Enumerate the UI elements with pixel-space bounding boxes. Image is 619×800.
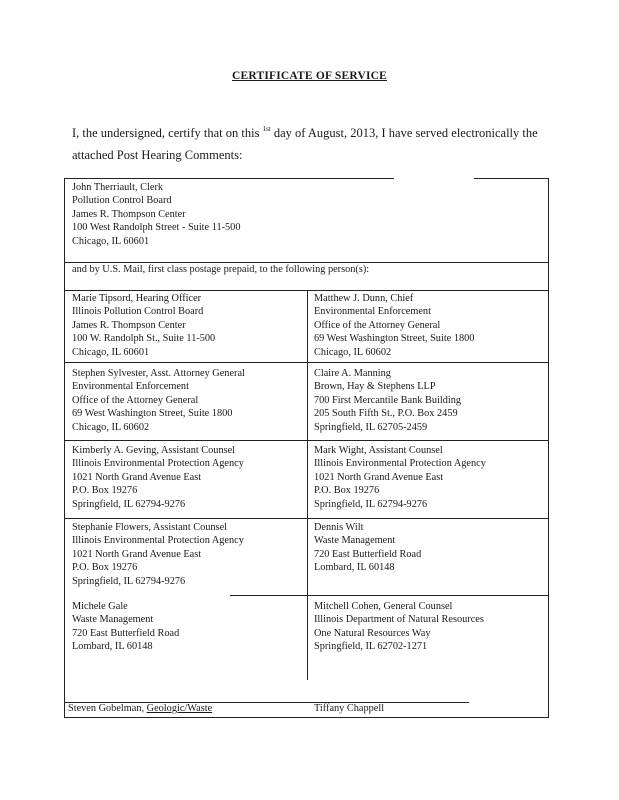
- table-right-border: [548, 178, 549, 718]
- table-left-border: [64, 178, 65, 718]
- certification-statement: [72, 118, 552, 166]
- address-line: Mitchell Cohen, General Counsel: [314, 601, 453, 612]
- address-line: P.O. Box 19276: [72, 562, 138, 574]
- address-line: Michele Gale: [72, 601, 128, 612]
- address-line: 100 W. Randolph St., Suite 11-500: [72, 333, 216, 345]
- address-line: Illinois Environmental Protection Agency: [72, 458, 244, 470]
- address-line: Illinois Environmental Protection Agency: [72, 535, 244, 547]
- signer-name: Steven Gobelman,: [68, 703, 145, 714]
- address-line: Springfield, IL 62705-2459: [314, 421, 428, 433]
- address-line: 205 South Fifth St., P.O. Box 2459: [314, 408, 458, 420]
- recipient-address-block: [72, 367, 245, 434]
- document-title: CERTIFICATE OF SERVICE: [231, 70, 388, 82]
- address-line: Stephanie Flowers, Assistant Counsel: [72, 522, 228, 533]
- address-line: James R. Thompson Center: [72, 319, 186, 331]
- bottom-right-name: Tiffany Chappell: [314, 703, 385, 714]
- address-line: Pollution Control Board: [72, 195, 172, 207]
- address-line: Illinois Pollution Control Board: [72, 306, 204, 318]
- address-line: Claire A. Manning: [314, 368, 391, 379]
- recipient-address-block: [72, 444, 244, 511]
- address-line: 1021 North Grand Avenue East: [314, 471, 444, 483]
- signer-role: Geologic/Waste: [146, 703, 213, 714]
- address-line: P.O. Box 19276: [72, 485, 138, 497]
- address-line: Chicago, IL 60601: [72, 346, 150, 358]
- address-line: Chicago, IL 60602: [314, 346, 392, 358]
- statement-part-2: day of August, 2013, I have served electronically the attached Post Hearing Comments:: [72, 126, 538, 162]
- address-line: 720 East Butterfield Road: [72, 627, 180, 639]
- address-line: Chicago, IL 60602: [72, 421, 150, 433]
- row-separator-1: [64, 362, 549, 363]
- address-line: 69 West Washington Street, Suite 1800: [72, 408, 233, 420]
- table-bottom-line: [64, 717, 549, 718]
- clerk-separator-line: [64, 262, 549, 263]
- address-line: John Therriault, Clerk: [72, 182, 164, 193]
- address-line: Waste Management: [314, 535, 396, 547]
- recipient-address-block: [314, 444, 486, 511]
- address-line: Dennis Wilt: [314, 522, 364, 533]
- recipient-address-block: [72, 600, 179, 654]
- row-separator-2: [64, 440, 549, 441]
- clerk-address-block: [72, 181, 240, 248]
- recipient-address-block: [72, 292, 215, 359]
- row-separator-4-right: [307, 595, 549, 596]
- address-line: 700 First Mercantile Bank Building: [314, 394, 462, 406]
- recipient-address-block: [314, 367, 461, 434]
- address-line: 1021 North Grand Avenue East: [72, 471, 202, 483]
- address-line: Kimberly A. Geving, Assistant Counsel: [72, 445, 236, 456]
- address-line: Office of the Attorney General: [314, 319, 441, 331]
- recipient-address-block: [72, 521, 244, 588]
- address-line: Illinois Department of Natural Resources: [314, 614, 484, 626]
- address-line: Chicago, IL 60601: [72, 235, 150, 247]
- address-line: 69 West Washington Street, Suite 1800: [314, 333, 475, 345]
- address-line: One Natural Resources Way: [314, 627, 431, 639]
- address-line: Lombard, IL 60148: [72, 641, 153, 653]
- table-center-divider: [307, 290, 308, 680]
- statement-day-superscript: 1st: [262, 125, 271, 133]
- address-line: Springfield, IL 62794-9276: [314, 498, 428, 510]
- row-separator-3: [64, 518, 549, 519]
- address-line: Springfield, IL 62794-9276: [72, 498, 186, 510]
- recipient-address-block: [314, 600, 484, 654]
- bottom-left-name: [68, 703, 212, 714]
- address-line: James R. Thompson Center: [72, 208, 186, 220]
- address-line: Office of the Attorney General: [72, 394, 199, 406]
- address-line: Waste Management: [72, 614, 154, 626]
- address-line: Marie Tipsord, Hearing Officer: [72, 293, 202, 304]
- recipient-address-block: [314, 521, 421, 575]
- address-line: P.O. Box 19276: [314, 485, 380, 497]
- address-line: 1021 North Grand Avenue East: [72, 548, 202, 560]
- address-line: 100 West Randolph Street - Suite 11-500: [72, 222, 241, 234]
- address-line: 720 East Butterfield Road: [314, 548, 422, 560]
- statement-part-1: I, the undersigned, certify that on this: [72, 126, 263, 140]
- address-line: Illinois Environmental Protection Agency: [314, 458, 486, 470]
- mail-separator-line: [64, 290, 549, 291]
- address-line: Springfield, IL 62702-1271: [314, 641, 428, 653]
- table-top-line-left: [64, 178, 394, 179]
- address-line: Lombard, IL 60148: [314, 562, 395, 574]
- row-separator-4-left: [230, 595, 307, 596]
- address-line: Stephen Sylvester, Asst. Attorney General: [72, 368, 245, 379]
- address-line: Environmental Enforcement: [72, 381, 189, 393]
- recipient-address-block: [314, 292, 474, 359]
- address-line: Mark Wight, Assistant Counsel: [314, 445, 443, 456]
- address-line: Brown, Hay & Stephens LLP: [314, 381, 436, 393]
- address-line: Matthew J. Dunn, Chief: [314, 293, 414, 304]
- address-line: Springfield, IL 62794-9276: [72, 575, 186, 587]
- address-line: Environmental Enforcement: [314, 306, 431, 318]
- table-top-line-right: [474, 178, 549, 179]
- mail-service-note: and by U.S. Mail, first class postage prepaid, to the following person(s):: [72, 264, 370, 275]
